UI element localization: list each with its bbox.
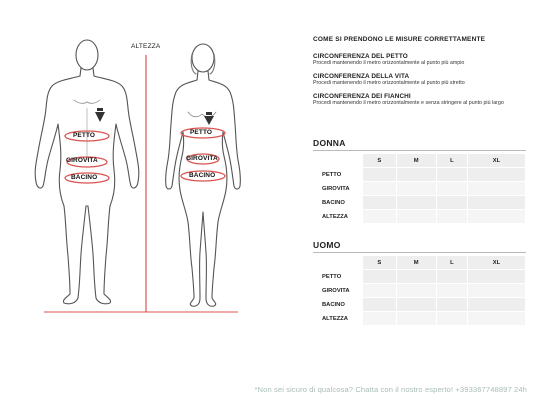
- table-corner: [314, 154, 363, 168]
- row-label: ALTEZZA: [314, 312, 363, 326]
- row-label: PETTO: [314, 168, 363, 182]
- guide-item-chest: [313, 53, 528, 67]
- table-row: [314, 210, 526, 224]
- guide-item-text: Procedi mantenendo il metro orizzontalmente al punto più stretto: [313, 79, 465, 86]
- table-cell: [396, 312, 436, 326]
- male-hips-label: BACINO: [71, 174, 98, 181]
- donna-title: DONNA: [313, 138, 346, 148]
- table-cell: [436, 312, 467, 326]
- size-header: XL: [468, 256, 526, 270]
- table-cell: [436, 210, 467, 224]
- table-cell: [468, 168, 526, 182]
- row-label: PETTO: [314, 270, 363, 284]
- table-row: [314, 284, 526, 298]
- uomo-size-table: [313, 255, 526, 326]
- size-header: M: [396, 154, 436, 168]
- table-cell: [436, 196, 467, 210]
- table-cell: [468, 210, 526, 224]
- guide-item-heading: CIRCONFERENZA DELLA VITA: [313, 72, 410, 80]
- table-cell: [468, 182, 526, 196]
- table-cell: [436, 284, 467, 298]
- female-waist-label: GIROVITA: [186, 155, 218, 162]
- female-hips-label: BACINO: [189, 172, 216, 179]
- table-cell: [396, 168, 436, 182]
- donna-size-table: [313, 153, 526, 224]
- size-header: L: [436, 256, 467, 270]
- row-label: BACINO: [314, 196, 363, 210]
- size-header: S: [363, 256, 397, 270]
- female-tag-icon: [204, 112, 214, 125]
- table-cell: [363, 196, 397, 210]
- table-row: [314, 196, 526, 210]
- row-label: ALTEZZA: [314, 210, 363, 224]
- table-cell: [396, 284, 436, 298]
- uomo-title: UOMO: [313, 240, 341, 250]
- table-cell: [363, 182, 397, 196]
- table-cell: [396, 270, 436, 284]
- male-waist-label: GIROVITA: [66, 157, 98, 164]
- table-cell: [363, 284, 397, 298]
- table-cell: [363, 270, 397, 284]
- table-cell: [468, 270, 526, 284]
- guide-item-waist: [313, 73, 528, 87]
- male-figure: [35, 40, 139, 304]
- table-cell: [363, 168, 397, 182]
- donna-divider: [313, 150, 526, 151]
- guide-item-heading: CIRCONFERENZA DEI FIANCHI: [313, 92, 411, 100]
- table-cell: [436, 298, 467, 312]
- table-row: [314, 182, 526, 196]
- table-cell: [363, 298, 397, 312]
- expert-chat-link[interactable]: *Non sei sicuro di qualcosa? Chatta con il nostro esperto! +393367748897 24h: [254, 385, 527, 394]
- table-row: [314, 168, 526, 182]
- guide-item-heading: CIRCONFERENZA DEL PETTO: [313, 53, 408, 60]
- table-cell: [396, 210, 436, 224]
- guide-item-hips: [313, 93, 528, 107]
- table-header-row: [314, 154, 526, 168]
- table-header-row: [314, 256, 526, 270]
- guide-title: COME SI PRENDONO LE MISURE CORRETTAMENTE: [313, 36, 486, 43]
- table-row: [314, 298, 526, 312]
- table-cell: [436, 270, 467, 284]
- size-header: M: [396, 256, 436, 270]
- table-corner: [314, 256, 363, 270]
- male-chest-label: PETTO: [73, 132, 96, 139]
- guide-item-text: Procedi mantenendo il metro orizzontalmente e senza stringere al punto più largo: [313, 99, 504, 106]
- table-cell: [363, 312, 397, 326]
- table-cell: [468, 284, 526, 298]
- size-header: XL: [468, 154, 526, 168]
- table-cell: [363, 210, 397, 224]
- row-label: GIROVITA: [314, 284, 363, 298]
- measurement-guide: [313, 36, 528, 113]
- table-row: [314, 270, 526, 284]
- size-header: L: [436, 154, 467, 168]
- table-cell: [468, 196, 526, 210]
- table-cell: [396, 298, 436, 312]
- table-cell: [396, 196, 436, 210]
- row-label: BACINO: [314, 298, 363, 312]
- table-cell: [436, 182, 467, 196]
- male-tag-icon: [95, 108, 105, 122]
- table-row: [314, 312, 526, 326]
- guide-item-text: Procedi mantenendo il metro orizzontalmente al punto più ampio: [313, 60, 465, 66]
- row-label: GIROVITA: [314, 182, 363, 196]
- table-cell: [468, 298, 526, 312]
- height-label: ALTEZZA: [131, 43, 161, 50]
- table-cell: [468, 312, 526, 326]
- size-header: S: [363, 154, 397, 168]
- table-cell: [436, 168, 467, 182]
- uomo-divider: [313, 252, 526, 253]
- female-chest-label: PETTO: [190, 129, 213, 136]
- table-cell: [396, 182, 436, 196]
